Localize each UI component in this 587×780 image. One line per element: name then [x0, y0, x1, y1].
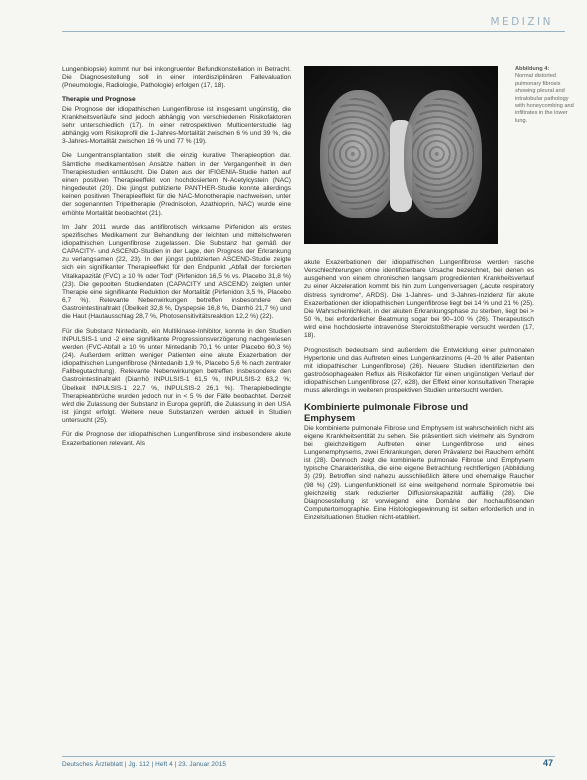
text-column-right — [304, 259, 534, 522]
section-heading-line: Emphysem — [304, 412, 356, 424]
figure-caption-text: Normal distorted pulmonary fibrosis showing pleural and intralobular pathology with honeycombing and infiltrates in the lower lung. — [515, 73, 574, 124]
section-heading-line: Kombinierte pulmonale Fibrose und — [304, 401, 469, 413]
journal-citation: Deutsches Ärzteblatt | Jg. 112 | Heft 4 | 23. Januar 2015 — [62, 761, 227, 768]
section-heading — [304, 402, 534, 424]
right-lung-shape — [404, 90, 482, 218]
left-lung-shape — [320, 90, 398, 218]
paragraph: Für die Substanz Nintedanib, ein Multikinase-Inhibitor, konnte in den Studien INPULSIS-1 und -2 eine signifikante Progressionsverzögerung nachgewiesen werden (FVC-Abfall ≥ 10 % unter Nintedanib 70,1 % unter Placebo 60,3 %) (24). Außerdem erlitten weniger Patienten eine akute Exazerbation der idiopathischen Lungenfibrose (Nintedanib 1,9 %, Placebo 5,6 % nach zentraler Fallbegutachtung). Relevante Nebenwirkungen betreffen insbesondere den Gastrointestinaltrakt (Diarrhö INPULSIS-1 61,5 %, INPULSIS-2 63,2 %; Übelkeit INPULSIS-1 22,7 %, INPULSIS-2 26,1 %). Therapiebedingte Therapieabbrüche wurden jedoch nur in < 5 % der Fälle beobachtet. Derzeit wird die Zulassung der Substanz in Europa geprüft, die Zulassung in den USA ist jüngst erfolgt. Weitere neue Substanzen werden aktuell in Studien untersucht (25). — [62, 327, 291, 425]
paragraph: Prognostisch bedeutsam sind außerdem die Entwicklung einer pulmonalen Hypertonie und das Auftreten eines Lungenkarzinoms (4–20 % aller Patienten mit idiopathischer Lungenfibrose) (26). Neuere Studien identifizierten den gastroösophagealen Reflux als Risikofaktor für einen ungünstigen Verlauf der idiopathischen Lungenfibrose (27, e28), der Effekt einer konsultativen Therapie muss allerdings in weiteren prospektiven Studien untersucht werden. — [304, 346, 534, 395]
paragraph: Die kombinierte pulmonale Fibrose und Emphysem ist wahrscheinlich nicht als eigene Krankheitsentität zu sehen. Sie präsentiert sich vielmehr als Syndrom bei gleichzeitigem Auftreten einer Lungenfibrose und eines Lungenemphysems, zwei Erkrankungen, deren Prävalenz bei Rauchern erhöht ist (28). Dennoch zeigt die kombinierte pulmonale Fibrose und Emphysem typische Charakteristika, die eine eigene Betrachtung rechtfertigen (Abbildung 3) (29). Betroffen sind nahezu ausschließlich ältere und ehemalige Raucher (98 %) (29). Lungenfunktionell ist eine weitgehend normale Spirometrie bei gleichzeitig stark reduzierter Diffusionskapazität auffällig (28). Die Diagnosestellung ist vorwiegend eine Domäne der hochauflösenden Computertomographie. Eine Histologiegewinnung ist selten erforderlich und in Einzelsituationen Studien nicht-etabliert. — [304, 424, 534, 522]
subheading: Therapie und Prognose — [62, 96, 136, 104]
footer-divider — [62, 756, 555, 757]
paragraph: Lungenbiopsie) kommt nur bei inkongruenter Befundkonstellation in Betracht. Die Diagnosestellung soll in einer interdisziplinären Fallevaluation (Pneumologie, Radiologie, Pathologie) erfolgen (17, 18). — [62, 66, 291, 90]
text-column-left — [62, 66, 291, 448]
paragraph: Im Jahr 2011 wurde das antifibrotisch wirksame Pirfenidon als erstes spezifisches Medikament zur Behandlung der leichten und mittelschweren idiopathischen Lungenfibrose zugelassen. Die Substanz hat gemäß der CAPACITY- und ASCEND-Studien in der Lage, den Progress der Erkrankung zu verlangsamen (22, 23). In der jüngst publizierten ASCEND-Studie zeigte sich ein signifikanter Therapieeffekt für den Endpunkt „Abfall der forcierten Vitalkapazität (FVC) ≥ 10 % oder Tod“ (Pirfenidon 16,5 % vs. Placebo 31,8 %) (23). Die gepoolten Studiendaten (CAPACITY und ASCEND) zeigten unter Therapie eine signifikante Reduktion der Mortalität (Pirfenidon 3,5 %, Placebo 6,7 %). Relevante Nebenwirkungen betreffen insbesondere den Gastrointestinaltrakt (Übelkeit 32,8 %, Dyspepsie 16,8 %, Diarrhö 21,7 %) und die Haut (Hautausschlag 28,7 %, Photosensitivitätsreaktion 12,2 %) (22). — [62, 223, 291, 321]
paragraph: Für die Prognose der idiopathischen Lungenfibrose sind insbesondere akute Exazerbationen relevant. Als — [62, 431, 291, 447]
figure-title: Abbildung 4: — [515, 66, 550, 72]
ct-scan-image — [304, 66, 498, 244]
paragraph: akute Exazerbationen der idiopathischen Lungenfibrose werden rasche Verschlechterungen ohne identifizierbare Ursache bezeichnet, bei denen es ausgehend von einem chronischen langsam progredienten Krankheitsverlauf zu einer Akzeleration kommt bis hin zum Lungenversagen („acute respiratory distress syndrome“, ARDS). Die 1-Jahres- und 3-Jahres-Inzidenz für akute Exazerbationen der idiopathischen Lungenfibrose liegt bei 14 % und 21 % (25). Die Wahrscheinlichkeit, in der akuten Erkrankungsphase zu sterben, liegt bei > 50 %, bei erforderlicher Beatmung sogar bei 90–100 % (26). Therapeutisch wird eine hochdosierte intravenöse Steroidstoßtherapie versucht werden (17, 18). — [304, 259, 534, 340]
figure-caption — [515, 66, 575, 125]
paragraph: Die Prognose der idiopathischen Lungenfibrose ist insgesamt ungünstig, die Krankheitsverläufe sind jedoch abhängig von verschiedenen Risikofaktoren sehr unterschiedlich (17). In einer retrospektiven Multicenterstudie lag abhängig vom Risikoprofil die 1-Jahres-Mortalität zwischen 6 % und 39 %, die 3-Jahres-Mortalität zwischen 16 % und 77 % (19). — [62, 105, 291, 146]
section-label: MEDIZIN — [490, 16, 553, 28]
header-divider — [62, 31, 565, 32]
page-number: 47 — [542, 758, 553, 768]
paragraph: Die Lungentransplantation stellt die einzig kurative Therapieoption dar. Sämtliche medikamentösen Ansätze hatten in der Vergangenheit in den Therapiestudien enttäuscht. Die Daten aus der IFIGENIA-Studie hatten auf einen positiven Therapieeffekt von hochdosiertem N-Acetylcystein (NAC) hingedeutet (20). Die jüngst publizierte PANTHER-Studie konnte allerdings keinen positiven Therapieeffekt für die NAC-Monotherapie nachweisen, unter der sogenannten Tripeltherapie (Prednisolon, Azathioprin, NAC) wurde eine erhöhte Mortalität beobachtet (21). — [62, 152, 291, 217]
